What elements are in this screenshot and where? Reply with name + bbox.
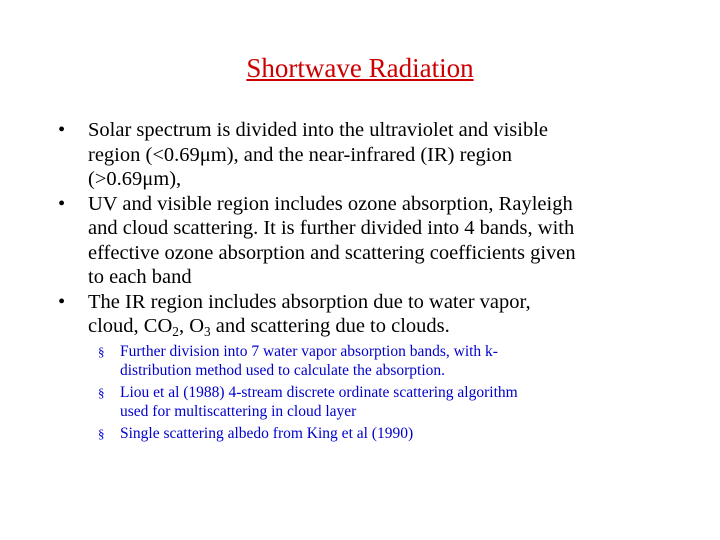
subscript: 2: [172, 323, 179, 339]
text-segment: and scattering due to clouds.: [210, 315, 450, 337]
bullet-line: to each band: [88, 266, 192, 288]
sub-bullet-item: [98, 424, 658, 443]
bullet-item: [58, 118, 678, 192]
bullet-dot-icon: •: [58, 119, 66, 141]
section-sign-icon: §: [98, 344, 105, 359]
bullet-line: region (<0.69μm), and the near-infrared (IR) region: [88, 143, 513, 166]
sub-bullet-item: [98, 342, 658, 380]
bullet-line: (>0.69μm),: [88, 168, 182, 190]
sub-bullet-item: [98, 383, 658, 421]
sub-bullet-list: [98, 342, 658, 446]
sub-bullet-line: Liou et al (1988) 4-stream discrete ordinate scattering algorithm: [120, 384, 518, 401]
bullet-line: [88, 314, 678, 339]
sub-bullet-line: Further division into 7 water vapor absorption bands, with k-: [120, 343, 498, 360]
text-segment: , O: [178, 315, 204, 337]
bullet-dot-icon: •: [58, 192, 66, 215]
section-sign-icon: §: [98, 426, 105, 441]
bullet-line: UV and visible region includes ozone absorption, Rayleigh: [88, 192, 573, 215]
slide-title: Shortwave Radiation: [246, 53, 474, 83]
bullet-line: effective ozone absorption and scattering coefficients given: [88, 241, 576, 264]
bullet-item: [58, 192, 678, 290]
subscript: 3: [204, 323, 211, 339]
bullet-dot-icon: •: [58, 290, 66, 313]
sub-bullet-line: distribution method used to calculate the absorption.: [120, 362, 446, 379]
section-sign-icon: §: [98, 385, 105, 400]
bullet-line: The IR region includes absorption due to water vapor,: [88, 290, 531, 313]
bullet-item: [58, 290, 678, 339]
bullet-list: [58, 118, 678, 339]
bullet-line: and cloud scattering. It is further divided into 4 bands, with: [88, 217, 575, 239]
sub-bullet-line: used for multiscattering in cloud layer: [120, 403, 357, 420]
sub-bullet-line: Single scattering albedo from King et al (1990): [120, 425, 414, 442]
text-segment: cloud, CO: [88, 315, 173, 337]
bullet-line: Solar spectrum is divided into the ultraviolet and visible: [88, 119, 549, 141]
